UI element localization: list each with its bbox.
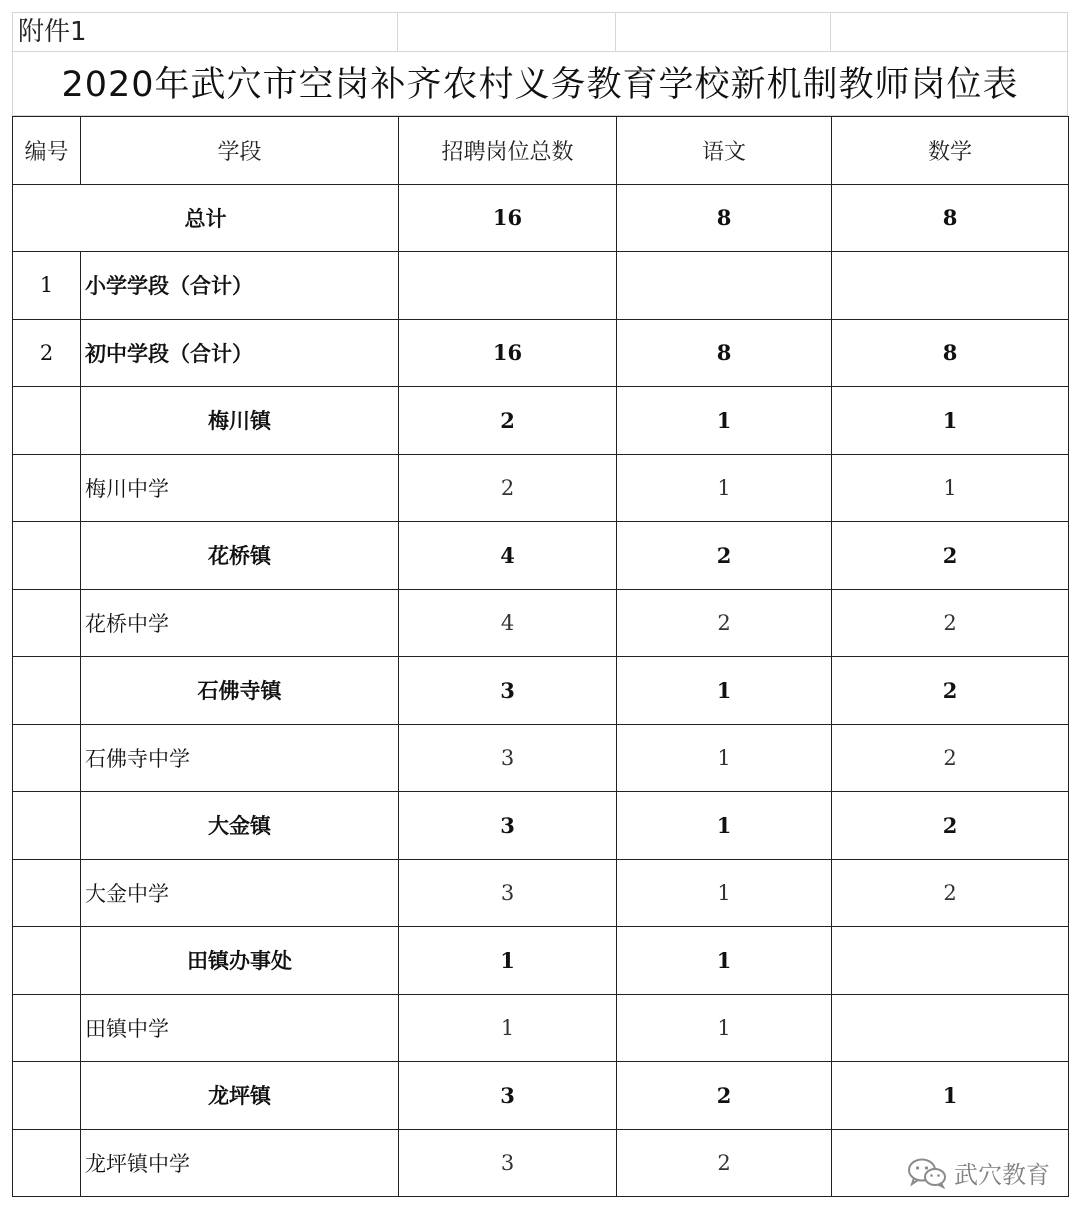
row-chinese: 1 (617, 657, 832, 725)
row-math: 8 (832, 319, 1069, 387)
header-stage: 学段 (81, 117, 399, 185)
table-row (13, 927, 1069, 995)
row-total: 1 (399, 994, 617, 1062)
row-no (13, 657, 81, 725)
row-total: 16 (399, 319, 617, 387)
row-no (13, 927, 81, 995)
row-name: 龙坪镇中学 (81, 1129, 399, 1197)
row-total: 2 (399, 454, 617, 522)
positions-table (12, 116, 1069, 1197)
row-name: 石佛寺中学 (81, 724, 399, 792)
row-no: 1 (13, 252, 81, 320)
total-label: 总计 (13, 184, 399, 252)
table-row (13, 1062, 1069, 1130)
row-math (832, 927, 1069, 995)
total-row (13, 184, 1069, 252)
row-total (399, 252, 617, 320)
row-total: 1 (399, 927, 617, 995)
row-total: 3 (399, 657, 617, 725)
page-title: 2020年武穴市空岗补齐农村义务教育学校新机制教师岗位表 (61, 65, 1019, 105)
row-total: 3 (399, 792, 617, 860)
row-no: 2 (13, 319, 81, 387)
attachment-row (12, 12, 1068, 52)
row-name: 龙坪镇 (81, 1062, 399, 1130)
row-name: 田镇办事处 (81, 927, 399, 995)
row-chinese: 1 (617, 859, 832, 927)
table-row (13, 589, 1069, 657)
wechat-icon (906, 1157, 948, 1189)
row-chinese: 1 (617, 792, 832, 860)
row-math: 2 (832, 657, 1069, 725)
table-header-row (13, 117, 1069, 185)
row-chinese (617, 252, 832, 320)
row-name: 花桥镇 (81, 522, 399, 590)
row-total: 3 (399, 724, 617, 792)
row-no (13, 724, 81, 792)
watermark-text: 武穴教育 (954, 1161, 1050, 1189)
table-row (13, 454, 1069, 522)
row-name: 梅川镇 (81, 387, 399, 455)
row-name: 小学学段（合计） (81, 252, 399, 320)
row-no (13, 589, 81, 657)
empty-cell (831, 12, 1068, 52)
row-name: 田镇中学 (81, 994, 399, 1062)
row-total: 3 (399, 1062, 617, 1130)
row-math: 2 (832, 724, 1069, 792)
row-math: 2 (832, 859, 1069, 927)
row-chinese: 2 (617, 1129, 832, 1197)
row-math: 2 (832, 522, 1069, 590)
header-math: 数学 (832, 117, 1069, 185)
table-row (13, 522, 1069, 590)
total-count: 16 (399, 184, 617, 252)
row-chinese: 2 (617, 522, 832, 590)
row-chinese: 1 (617, 927, 832, 995)
row-name: 梅川中学 (81, 454, 399, 522)
row-name: 初中学段（合计） (81, 319, 399, 387)
row-total: 4 (399, 589, 617, 657)
row-chinese: 8 (617, 319, 832, 387)
row-math: 2 (832, 792, 1069, 860)
row-total: 3 (399, 1129, 617, 1197)
row-no (13, 994, 81, 1062)
table-row (13, 792, 1069, 860)
row-no (13, 522, 81, 590)
row-no (13, 792, 81, 860)
row-chinese: 2 (617, 589, 832, 657)
row-no (13, 1062, 81, 1130)
row-chinese: 1 (617, 454, 832, 522)
row-no (13, 387, 81, 455)
row-total: 2 (399, 387, 617, 455)
row-chinese: 1 (617, 387, 832, 455)
attachment-cell (12, 12, 398, 52)
row-math: 1 (832, 1062, 1069, 1130)
row-math (832, 994, 1069, 1062)
attachment-label: 附件1 (18, 17, 87, 47)
row-name: 大金镇 (81, 792, 399, 860)
header-total: 招聘岗位总数 (399, 117, 617, 185)
empty-cell (616, 12, 831, 52)
table-row (13, 994, 1069, 1062)
row-no (13, 454, 81, 522)
empty-cell (398, 12, 616, 52)
row-math (832, 252, 1069, 320)
table-row (13, 859, 1069, 927)
row-math: 1 (832, 387, 1069, 455)
row-math: 1 (832, 454, 1069, 522)
table-row (13, 387, 1069, 455)
row-no (13, 1129, 81, 1197)
table-row (13, 252, 1069, 320)
table-row (13, 724, 1069, 792)
table-row (13, 319, 1069, 387)
row-chinese: 2 (617, 1062, 832, 1130)
watermark (906, 1155, 1050, 1190)
row-no (13, 859, 81, 927)
row-chinese: 1 (617, 724, 832, 792)
row-name: 大金中学 (81, 859, 399, 927)
row-math: 2 (832, 589, 1069, 657)
header-no: 编号 (13, 117, 81, 185)
header-chinese: 语文 (617, 117, 832, 185)
total-math: 8 (832, 184, 1069, 252)
table-row (13, 657, 1069, 725)
row-name: 花桥中学 (81, 589, 399, 657)
row-total: 4 (399, 522, 617, 590)
row-name: 石佛寺镇 (81, 657, 399, 725)
row-chinese: 1 (617, 994, 832, 1062)
row-total: 3 (399, 859, 617, 927)
total-chinese: 8 (617, 184, 832, 252)
